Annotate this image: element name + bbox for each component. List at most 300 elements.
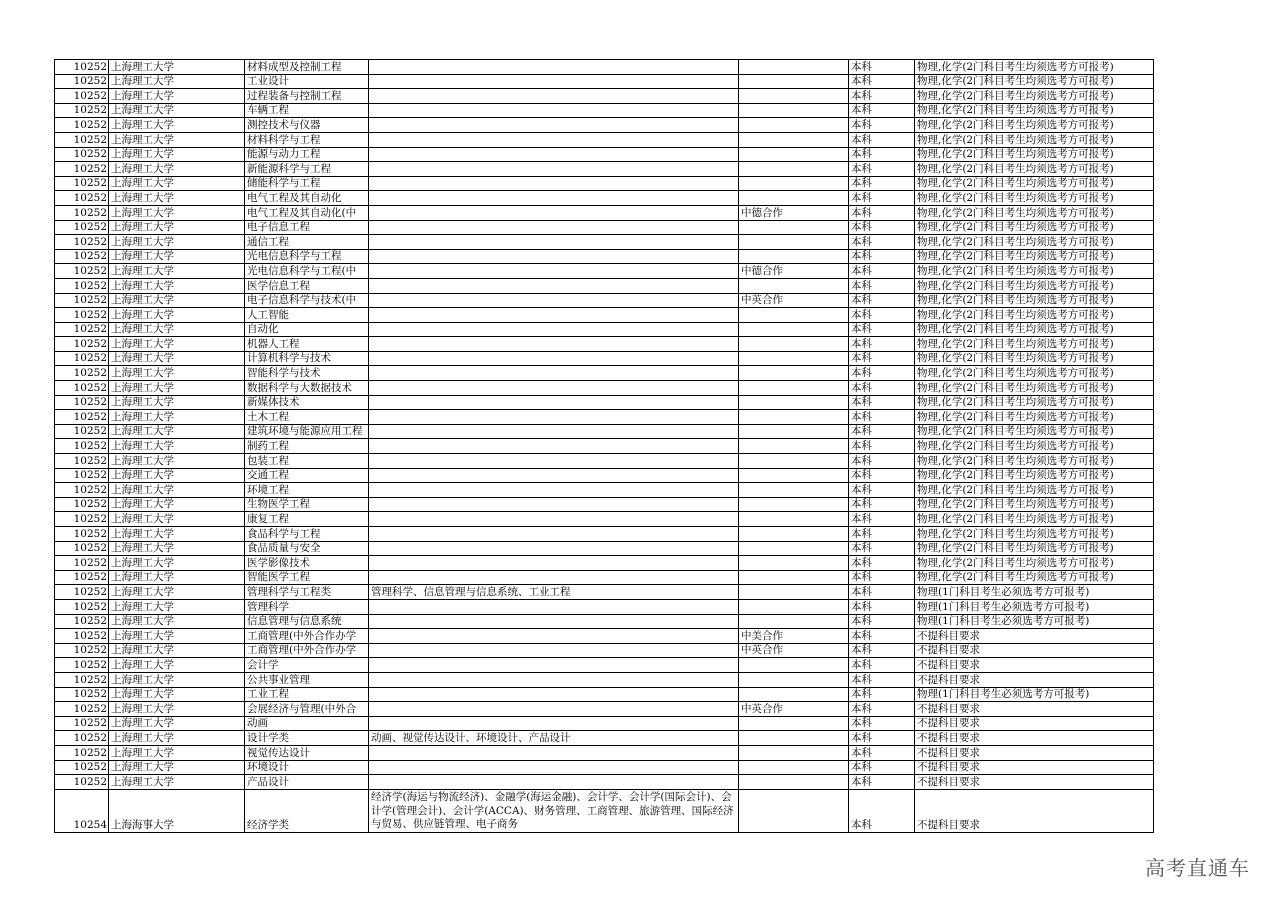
school-name-cell: 上海理工大学 — [109, 308, 245, 323]
major-name-cell: 能源与动力工程 — [245, 147, 369, 162]
school-name-cell: 上海理工大学 — [109, 745, 245, 760]
school-name-cell: 上海理工大学 — [109, 585, 245, 600]
enrollment-table — [54, 59, 1154, 833]
subject-requirement-cell: 物理(1门科目考生必须选考方可报考) — [915, 599, 1154, 614]
school-name-cell: 上海理工大学 — [109, 205, 245, 220]
major-name-cell: 数据科学与大数据技术 — [245, 381, 369, 396]
school-name-cell: 上海理工大学 — [109, 760, 245, 775]
cooperation-cell — [739, 556, 849, 571]
level-cell: 本科 — [849, 614, 915, 629]
major-name-cell: 制药工程 — [245, 439, 369, 454]
level-cell: 本科 — [849, 745, 915, 760]
school-code-cell: 10252 — [55, 132, 109, 147]
major-name-cell: 食品质量与安全 — [245, 541, 369, 556]
cooperation-cell — [739, 424, 849, 439]
cooperation-cell — [739, 235, 849, 250]
level-cell: 本科 — [849, 527, 915, 542]
subject-requirement-cell: 物理,化学(2门科目考生均须选考方可报考) — [915, 366, 1154, 381]
included-majors-cell — [369, 381, 739, 396]
school-code-cell: 10252 — [55, 264, 109, 279]
school-name-cell: 上海理工大学 — [109, 541, 245, 556]
major-name-cell: 通信工程 — [245, 235, 369, 250]
level-cell: 本科 — [849, 118, 915, 133]
major-name-cell: 过程装备与控制工程 — [245, 89, 369, 104]
subject-requirement-cell: 物理(1门科目考生必须选考方可报考) — [915, 614, 1154, 629]
included-majors-cell — [369, 293, 739, 308]
included-majors-cell — [369, 74, 739, 89]
included-majors-cell — [369, 176, 739, 191]
school-name-cell: 上海理工大学 — [109, 468, 245, 483]
cooperation-cell — [739, 278, 849, 293]
table-row — [55, 468, 1154, 483]
school-name-cell: 上海理工大学 — [109, 570, 245, 585]
included-majors-cell — [369, 118, 739, 133]
table-row — [55, 395, 1154, 410]
included-majors-cell — [369, 220, 739, 235]
school-name-cell: 上海理工大学 — [109, 293, 245, 308]
subject-requirement-cell: 物理,化学(2门科目考生均须选考方可报考) — [915, 381, 1154, 396]
cooperation-cell — [739, 497, 849, 512]
included-majors-cell — [369, 497, 739, 512]
subject-requirement-cell: 物理,化学(2门科目考生均须选考方可报考) — [915, 220, 1154, 235]
level-cell: 本科 — [849, 308, 915, 323]
major-name-cell: 公共事业管理 — [245, 672, 369, 687]
school-name-cell: 上海理工大学 — [109, 322, 245, 337]
school-code-cell: 10252 — [55, 89, 109, 104]
level-cell: 本科 — [849, 337, 915, 352]
cooperation-cell — [739, 381, 849, 396]
major-name-cell: 人工智能 — [245, 308, 369, 323]
table-row — [55, 614, 1154, 629]
subject-requirement-cell: 物理,化学(2门科目考生均须选考方可报考) — [915, 570, 1154, 585]
school-code-cell: 10252 — [55, 556, 109, 571]
school-name-cell: 上海理工大学 — [109, 162, 245, 177]
included-majors-cell — [369, 643, 739, 658]
subject-requirement-cell: 物理,化学(2门科目考生均须选考方可报考) — [915, 147, 1154, 162]
major-name-cell: 测控技术与仪器 — [245, 118, 369, 133]
included-majors-cell — [369, 278, 739, 293]
major-name-cell: 环境设计 — [245, 760, 369, 775]
table-row — [55, 439, 1154, 454]
school-code-cell: 10252 — [55, 103, 109, 118]
included-majors-cell — [369, 308, 739, 323]
major-name-cell: 车辆工程 — [245, 103, 369, 118]
cooperation-cell — [739, 745, 849, 760]
level-cell: 本科 — [849, 381, 915, 396]
subject-requirement-cell: 不提科目要求 — [915, 789, 1154, 832]
school-name-cell: 上海理工大学 — [109, 556, 245, 571]
school-name-cell: 上海理工大学 — [109, 351, 245, 366]
school-code-cell: 10252 — [55, 74, 109, 89]
school-name-cell: 上海理工大学 — [109, 454, 245, 469]
subject-requirement-cell: 物理,化学(2门科目考生均须选考方可报考) — [915, 527, 1154, 542]
level-cell: 本科 — [849, 672, 915, 687]
included-majors-cell — [369, 351, 739, 366]
level-cell: 本科 — [849, 599, 915, 614]
included-majors-cell — [369, 89, 739, 104]
subject-requirement-cell: 不提科目要求 — [915, 760, 1154, 775]
cooperation-cell — [739, 118, 849, 133]
level-cell: 本科 — [849, 789, 915, 832]
included-majors-cell — [369, 775, 739, 790]
major-name-cell: 材料科学与工程 — [245, 132, 369, 147]
included-majors-cell — [369, 556, 739, 571]
table-row — [55, 176, 1154, 191]
included-majors-cell — [369, 235, 739, 250]
level-cell: 本科 — [849, 89, 915, 104]
included-majors-cell — [369, 702, 739, 717]
subject-requirement-cell: 不提科目要求 — [915, 745, 1154, 760]
included-majors-cell — [369, 147, 739, 162]
included-majors-cell — [369, 439, 739, 454]
school-name-cell: 上海理工大学 — [109, 103, 245, 118]
school-code-cell: 10252 — [55, 235, 109, 250]
included-majors-cell — [369, 424, 739, 439]
table-row — [55, 672, 1154, 687]
subject-requirement-cell: 物理,化学(2门科目考生均须选考方可报考) — [915, 89, 1154, 104]
included-majors-cell — [369, 205, 739, 220]
table-row — [55, 454, 1154, 469]
subject-requirement-cell: 物理,化学(2门科目考生均须选考方可报考) — [915, 191, 1154, 206]
included-majors-cell — [369, 629, 739, 644]
included-majors-cell — [369, 570, 739, 585]
included-majors-cell — [369, 322, 739, 337]
included-majors-cell — [369, 614, 739, 629]
level-cell: 本科 — [849, 687, 915, 702]
subject-requirement-cell: 不提科目要求 — [915, 775, 1154, 790]
school-name-cell: 上海理工大学 — [109, 337, 245, 352]
school-name-cell: 上海海事大学 — [109, 789, 245, 832]
major-name-cell: 储能科学与工程 — [245, 176, 369, 191]
level-cell: 本科 — [849, 293, 915, 308]
subject-requirement-cell: 物理,化学(2门科目考生均须选考方可报考) — [915, 308, 1154, 323]
cooperation-cell — [739, 687, 849, 702]
included-majors-cell — [369, 745, 739, 760]
major-name-cell: 智能科学与技术 — [245, 366, 369, 381]
subject-requirement-cell: 物理,化学(2门科目考生均须选考方可报考) — [915, 439, 1154, 454]
school-code-cell: 10252 — [55, 570, 109, 585]
cooperation-cell: 中德合作 — [739, 205, 849, 220]
table-row — [55, 760, 1154, 775]
school-code-cell: 10252 — [55, 424, 109, 439]
level-cell: 本科 — [849, 658, 915, 673]
major-name-cell: 食品科学与工程 — [245, 527, 369, 542]
major-name-cell: 材料成型及控制工程 — [245, 60, 369, 75]
table-row — [55, 322, 1154, 337]
major-name-cell: 新媒体技术 — [245, 395, 369, 410]
school-code-cell: 10252 — [55, 395, 109, 410]
school-code-cell: 10252 — [55, 541, 109, 556]
school-code-cell: 10252 — [55, 147, 109, 162]
major-name-cell: 新能源科学与工程 — [245, 162, 369, 177]
included-majors-cell — [369, 658, 739, 673]
subject-requirement-cell: 物理,化学(2门科目考生均须选考方可报考) — [915, 351, 1154, 366]
school-code-cell: 10252 — [55, 439, 109, 454]
subject-requirement-cell: 物理,化学(2门科目考生均须选考方可报考) — [915, 205, 1154, 220]
school-name-cell: 上海理工大学 — [109, 702, 245, 717]
level-cell: 本科 — [849, 147, 915, 162]
school-name-cell: 上海理工大学 — [109, 147, 245, 162]
major-name-cell: 会计学 — [245, 658, 369, 673]
major-name-cell: 设计学类 — [245, 731, 369, 746]
school-name-cell: 上海理工大学 — [109, 249, 245, 264]
cooperation-cell — [739, 103, 849, 118]
major-name-cell: 光电信息科学与工程(中 — [245, 264, 369, 279]
school-code-cell: 10252 — [55, 220, 109, 235]
school-code-cell: 10252 — [55, 702, 109, 717]
included-majors-cell — [369, 191, 739, 206]
subject-requirement-cell: 不提科目要求 — [915, 658, 1154, 673]
school-name-cell: 上海理工大学 — [109, 775, 245, 790]
table-row — [55, 687, 1154, 702]
level-cell: 本科 — [849, 395, 915, 410]
cooperation-cell — [739, 439, 849, 454]
included-majors-cell — [369, 264, 739, 279]
level-cell: 本科 — [849, 702, 915, 717]
level-cell: 本科 — [849, 512, 915, 527]
school-code-cell: 10252 — [55, 745, 109, 760]
table-row — [55, 775, 1154, 790]
major-name-cell: 电子信息科学与技术(中 — [245, 293, 369, 308]
table-row — [55, 483, 1154, 498]
level-cell: 本科 — [849, 264, 915, 279]
level-cell: 本科 — [849, 366, 915, 381]
level-cell: 本科 — [849, 162, 915, 177]
school-name-cell: 上海理工大学 — [109, 89, 245, 104]
level-cell: 本科 — [849, 176, 915, 191]
level-cell: 本科 — [849, 716, 915, 731]
school-code-cell: 10252 — [55, 527, 109, 542]
cooperation-cell — [739, 191, 849, 206]
table-row — [55, 599, 1154, 614]
table-row — [55, 308, 1154, 323]
subject-requirement-cell: 物理,化学(2门科目考生均须选考方可报考) — [915, 103, 1154, 118]
watermark-text: 高考直通车 — [1145, 856, 1250, 880]
included-majors-cell — [369, 672, 739, 687]
school-name-cell: 上海理工大学 — [109, 483, 245, 498]
school-name-cell: 上海理工大学 — [109, 191, 245, 206]
subject-requirement-cell: 物理,化学(2门科目考生均须选考方可报考) — [915, 454, 1154, 469]
cooperation-cell — [739, 220, 849, 235]
table-body — [55, 60, 1154, 833]
cooperation-cell: 中美合作 — [739, 629, 849, 644]
school-code-cell: 10252 — [55, 716, 109, 731]
subject-requirement-cell: 物理,化学(2门科目考生均须选考方可报考) — [915, 541, 1154, 556]
included-majors-cell — [369, 512, 739, 527]
table-row — [55, 249, 1154, 264]
school-code-cell: 10252 — [55, 468, 109, 483]
school-name-cell: 上海理工大学 — [109, 278, 245, 293]
level-cell: 本科 — [849, 74, 915, 89]
school-code-cell: 10252 — [55, 278, 109, 293]
subject-requirement-cell: 物理,化学(2门科目考生均须选考方可报考) — [915, 264, 1154, 279]
table-row — [55, 527, 1154, 542]
cooperation-cell — [739, 89, 849, 104]
cooperation-cell — [739, 512, 849, 527]
subject-requirement-cell: 物理,化学(2门科目考生均须选考方可报考) — [915, 424, 1154, 439]
subject-requirement-cell: 物理,化学(2门科目考生均须选考方可报考) — [915, 410, 1154, 425]
included-majors-cell — [369, 541, 739, 556]
table-row — [55, 132, 1154, 147]
school-name-cell: 上海理工大学 — [109, 381, 245, 396]
school-name-cell: 上海理工大学 — [109, 439, 245, 454]
school-name-cell: 上海理工大学 — [109, 176, 245, 191]
major-name-cell: 工商管理(中外合作办学 — [245, 629, 369, 644]
subject-requirement-cell: 不提科目要求 — [915, 716, 1154, 731]
table-row — [55, 745, 1154, 760]
major-name-cell: 经济学类 — [245, 789, 369, 832]
cooperation-cell — [739, 162, 849, 177]
level-cell: 本科 — [849, 629, 915, 644]
major-name-cell: 环境工程 — [245, 483, 369, 498]
school-code-cell: 10252 — [55, 731, 109, 746]
cooperation-cell — [739, 672, 849, 687]
table-row — [55, 74, 1154, 89]
included-majors-cell: 管理科学、信息管理与信息系统、工业工程 — [369, 585, 739, 600]
school-code-cell: 10252 — [55, 629, 109, 644]
level-cell: 本科 — [849, 103, 915, 118]
school-name-cell: 上海理工大学 — [109, 410, 245, 425]
school-name-cell: 上海理工大学 — [109, 60, 245, 75]
cooperation-cell: 中英合作 — [739, 702, 849, 717]
cooperation-cell — [739, 60, 849, 75]
school-name-cell: 上海理工大学 — [109, 629, 245, 644]
school-code-cell: 10252 — [55, 614, 109, 629]
table-row — [55, 497, 1154, 512]
school-code-cell: 10252 — [55, 599, 109, 614]
level-cell: 本科 — [849, 556, 915, 571]
included-majors-cell — [369, 687, 739, 702]
subject-requirement-cell: 物理,化学(2门科目考生均须选考方可报考) — [915, 322, 1154, 337]
level-cell: 本科 — [849, 497, 915, 512]
cooperation-cell — [739, 395, 849, 410]
school-name-cell: 上海理工大学 — [109, 220, 245, 235]
cooperation-cell — [739, 308, 849, 323]
level-cell: 本科 — [849, 235, 915, 250]
school-name-cell: 上海理工大学 — [109, 687, 245, 702]
subject-requirement-cell: 不提科目要求 — [915, 672, 1154, 687]
school-code-cell: 10252 — [55, 308, 109, 323]
cooperation-cell — [739, 454, 849, 469]
school-name-cell: 上海理工大学 — [109, 527, 245, 542]
subject-requirement-cell: 物理,化学(2门科目考生均须选考方可报考) — [915, 118, 1154, 133]
included-majors-cell — [369, 599, 739, 614]
cooperation-cell: 中英合作 — [739, 643, 849, 658]
level-cell: 本科 — [849, 132, 915, 147]
subject-requirement-cell: 物理,化学(2门科目考生均须选考方可报考) — [915, 235, 1154, 250]
subject-requirement-cell: 不提科目要求 — [915, 731, 1154, 746]
school-code-cell: 10252 — [55, 191, 109, 206]
table-row — [55, 381, 1154, 396]
level-cell: 本科 — [849, 775, 915, 790]
level-cell: 本科 — [849, 205, 915, 220]
subject-requirement-cell: 物理(1门科目考生必须选考方可报考) — [915, 585, 1154, 600]
school-code-cell: 10252 — [55, 351, 109, 366]
level-cell: 本科 — [849, 541, 915, 556]
table-row — [55, 585, 1154, 600]
major-name-cell: 电气工程及其自动化(中 — [245, 205, 369, 220]
major-name-cell: 康复工程 — [245, 512, 369, 527]
cooperation-cell — [739, 775, 849, 790]
cooperation-cell — [739, 366, 849, 381]
school-code-cell: 10252 — [55, 60, 109, 75]
cooperation-cell: 中英合作 — [739, 293, 849, 308]
level-cell: 本科 — [849, 643, 915, 658]
subject-requirement-cell: 物理,化学(2门科目考生均须选考方可报考) — [915, 395, 1154, 410]
subject-requirement-cell: 不提科目要求 — [915, 643, 1154, 658]
subject-requirement-cell: 物理,化学(2门科目考生均须选考方可报考) — [915, 483, 1154, 498]
level-cell: 本科 — [849, 439, 915, 454]
major-name-cell: 产品设计 — [245, 775, 369, 790]
level-cell: 本科 — [849, 483, 915, 498]
subject-requirement-cell: 物理,化学(2门科目考生均须选考方可报考) — [915, 337, 1154, 352]
school-code-cell: 10252 — [55, 512, 109, 527]
included-majors-cell — [369, 249, 739, 264]
cooperation-cell — [739, 658, 849, 673]
major-name-cell: 机器人工程 — [245, 337, 369, 352]
table-row — [55, 337, 1154, 352]
table-row — [55, 570, 1154, 585]
school-name-cell: 上海理工大学 — [109, 424, 245, 439]
table-row — [55, 643, 1154, 658]
table-row — [55, 205, 1154, 220]
included-majors-cell — [369, 483, 739, 498]
subject-requirement-cell: 物理,化学(2门科目考生均须选考方可报考) — [915, 497, 1154, 512]
included-majors-cell — [369, 410, 739, 425]
major-name-cell: 电气工程及其自动化 — [245, 191, 369, 206]
subject-requirement-cell: 物理,化学(2门科目考生均须选考方可报考) — [915, 278, 1154, 293]
school-code-cell: 10252 — [55, 760, 109, 775]
school-name-cell: 上海理工大学 — [109, 643, 245, 658]
table-row — [55, 702, 1154, 717]
cooperation-cell — [739, 337, 849, 352]
school-name-cell: 上海理工大学 — [109, 658, 245, 673]
included-majors-cell — [369, 162, 739, 177]
level-cell: 本科 — [849, 454, 915, 469]
cooperation-cell — [739, 527, 849, 542]
level-cell: 本科 — [849, 410, 915, 425]
school-code-cell: 10252 — [55, 249, 109, 264]
school-code-cell: 10252 — [55, 658, 109, 673]
level-cell: 本科 — [849, 731, 915, 746]
school-code-cell: 10252 — [55, 176, 109, 191]
subject-requirement-cell: 物理,化学(2门科目考生均须选考方可报考) — [915, 74, 1154, 89]
cooperation-cell — [739, 731, 849, 746]
school-name-cell: 上海理工大学 — [109, 512, 245, 527]
major-name-cell: 土木工程 — [245, 410, 369, 425]
included-majors-cell — [369, 60, 739, 75]
included-majors-cell — [369, 103, 739, 118]
school-name-cell: 上海理工大学 — [109, 74, 245, 89]
table-row — [55, 658, 1154, 673]
table-row — [55, 264, 1154, 279]
subject-requirement-cell: 物理,化学(2门科目考生均须选考方可报考) — [915, 176, 1154, 191]
table-row — [55, 629, 1154, 644]
cooperation-cell — [739, 176, 849, 191]
major-name-cell: 自动化 — [245, 322, 369, 337]
school-code-cell: 10252 — [55, 381, 109, 396]
cooperation-cell — [739, 789, 849, 832]
school-code-cell: 10254 — [55, 789, 109, 832]
school-name-cell: 上海理工大学 — [109, 264, 245, 279]
school-code-cell: 10252 — [55, 205, 109, 220]
table-row — [55, 410, 1154, 425]
school-name-cell: 上海理工大学 — [109, 599, 245, 614]
included-majors-cell: 经济学(海运与物流经济)、金融学(海运金融)、会计学、会计学(国际会计)、会计学(管理会计)、会计学(ACCA)、财务管理、工商管理、旅游管理、国际经济与贸易、供应链管理、电子商务 — [369, 789, 739, 832]
school-code-cell: 10252 — [55, 687, 109, 702]
cooperation-cell — [739, 599, 849, 614]
major-name-cell: 信息管理与信息系统 — [245, 614, 369, 629]
